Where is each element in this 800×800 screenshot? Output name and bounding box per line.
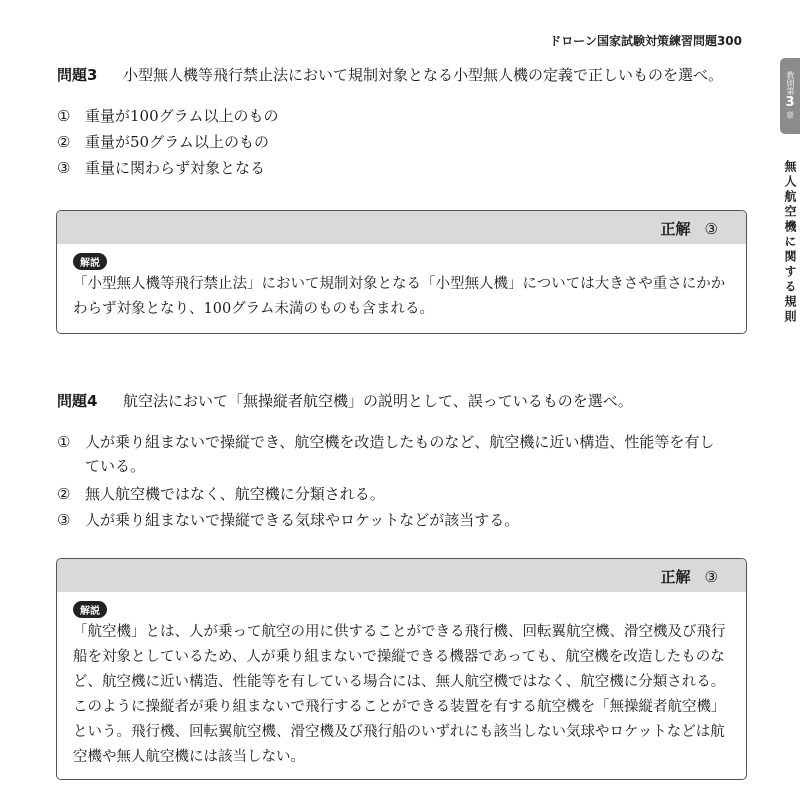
answer-bar bbox=[57, 559, 746, 592]
chapter-title: 無人航空機に関する規則 bbox=[783, 160, 797, 325]
choice-item bbox=[57, 156, 727, 180]
chapter-tab-number: 3 bbox=[785, 95, 795, 110]
choice-item bbox=[57, 104, 727, 128]
choice-text: 重量に関わらず対象となる bbox=[85, 159, 266, 177]
question-label: 問題3 bbox=[57, 66, 98, 84]
choice-item bbox=[57, 430, 727, 478]
answer-box-q4 bbox=[56, 558, 747, 780]
choice-text: 人が乗り組まないで操縦でき、航空機を改造したものなど、航空機に近い構造、性能等を有している。 bbox=[85, 433, 715, 475]
choice-item bbox=[57, 482, 727, 506]
choice-text: 無人航空機ではなく、航空機に分類される。 bbox=[85, 485, 385, 503]
explanation-badge: 解説 bbox=[73, 253, 107, 270]
explanation-badge: 解説 bbox=[73, 601, 107, 618]
chapter-tab-prefix: 教則第 bbox=[786, 71, 795, 95]
answer-label bbox=[661, 566, 718, 587]
book-title: ドローン国家試験対策練習問題300 bbox=[549, 34, 742, 48]
question-3-heading bbox=[57, 64, 723, 85]
question-text: 航空法において「無操縦者航空機」の説明として、誤っているものを選べ。 bbox=[123, 392, 633, 410]
question-4-heading bbox=[57, 390, 633, 411]
answer-bar bbox=[57, 211, 746, 244]
choice-item bbox=[57, 508, 727, 532]
answer-label bbox=[661, 218, 718, 239]
choice-text: 人が乗り組まないで操縦できる気球やロケットなどが該当する。 bbox=[85, 511, 520, 529]
answer-label-text: 正解 bbox=[660, 568, 691, 586]
choice-mark: ③ bbox=[57, 511, 71, 529]
choice-mark: ② bbox=[57, 485, 71, 503]
choice-text: 重量が100グラム以上のもの bbox=[85, 107, 279, 125]
choice-mark: ① bbox=[57, 433, 71, 451]
choice-mark: ② bbox=[57, 133, 71, 151]
answer-box-q3 bbox=[56, 210, 747, 334]
answer-value: ③ bbox=[704, 568, 718, 586]
choice-mark: ③ bbox=[57, 159, 71, 177]
question-text: 小型無人機等飛行禁止法において規制対象となる小型無人機の定義で正しいものを選べ。 bbox=[123, 66, 724, 84]
chapter-tab-suffix: 章 bbox=[786, 111, 794, 120]
answer-value: ③ bbox=[704, 220, 718, 238]
answer-label-text: 正解 bbox=[660, 220, 691, 238]
choice-item bbox=[57, 130, 727, 154]
question-label: 問題4 bbox=[57, 392, 98, 410]
choice-mark: ① bbox=[57, 107, 71, 125]
chapter-tab bbox=[780, 58, 800, 134]
explanation-text: 「小型無人機等飛行禁止法」において規制対象となる「小型無人機」については大きさや重さにかかわらず対象となり、100グラム未満のものも含まれる。 bbox=[73, 276, 726, 317]
explanation-text: 「航空機」とは、人が乗って航空の用に供することができる飛行機、回転翼航空機、滑空機及び飛行船を対象としているため、人が乗り組まないで操縦できる機器であっても、航空機を改造したものなど、航空機に近い構造、性能等を有している場合には、無人航空機ではなく、航空機に分類される。このように操縦者が乗り組まないで飛行することができる装置を有する航空機を「無操縦者航空機」という。飛行機、回転翼航空機、滑空機及び飛行船のいずれにも該当しない気球やロケットなどは航空機や無人航空機には該当しない。 bbox=[73, 624, 726, 765]
choice-text: 重量が50グラム以上のもの bbox=[85, 133, 269, 151]
